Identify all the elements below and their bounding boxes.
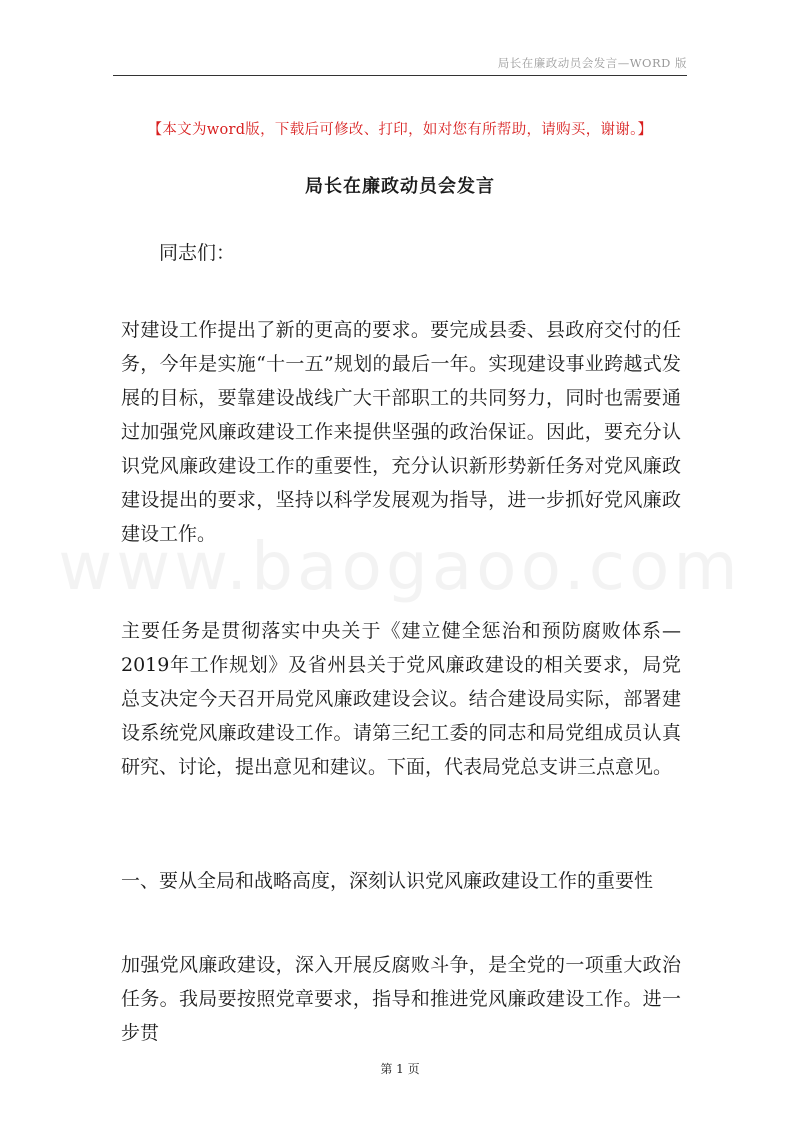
body-paragraph-1: 对建设工作提出了新的更高的要求。要完成县委、县政府交付的任务，今年是实施“十一五”规划的最后一年。实现建设事业跨越式发展的目标，要靠建设战线广大干部职工的共同努力，同时也需要通过加强党风廉政建设工作来提供坚强的政治保证。因此，要充分认识党风廉政建设工作的重要性，充分认识新形势新任务对党风廉政建设提出的要求，坚持以科学发展观为指导，进一步抓好党风廉政建设工作。 <box>121 319 681 545</box>
header-divider <box>113 75 687 76</box>
page-number: 第 1 页 <box>380 1062 420 1076</box>
salutation: 同志们： <box>159 242 236 264</box>
body-paragraph-2: 主要任务是贯彻落实中央关于《建立健全惩治和预防腐败体系—2019年工作规划》及省州县关于党风廉政建设的相关要求，局党总支决定今天召开局党风廉政建设会议。结合建设局实际，部署建设系统党风廉政建设工作。请第三纪工委的同志和局党组成员认真研究、讨论，提出意见和建议。下面，代表局党总支讲三点意见。 <box>121 620 681 778</box>
purchase-notice: 【本文为word版，下载后可修改、打印，如对您有所帮助，请购买，谢谢。】 <box>147 122 653 138</box>
body-paragraph-3: 加强党风廉政建设，深入开展反腐败斗争，是全党的一项重大政治任务。我局要按照党章要求，指导和推进党风廉政建设工作。进一步贯 <box>121 954 681 1044</box>
section-heading-1: 一、要从全局和战略高度，深刻认识党风廉政建设工作的重要性 <box>121 870 654 892</box>
header-running-title: 局长在廉政动员会发言—WORD 版 <box>497 56 687 70</box>
document-title: 局长在廉政动员会发言 <box>305 176 495 197</box>
